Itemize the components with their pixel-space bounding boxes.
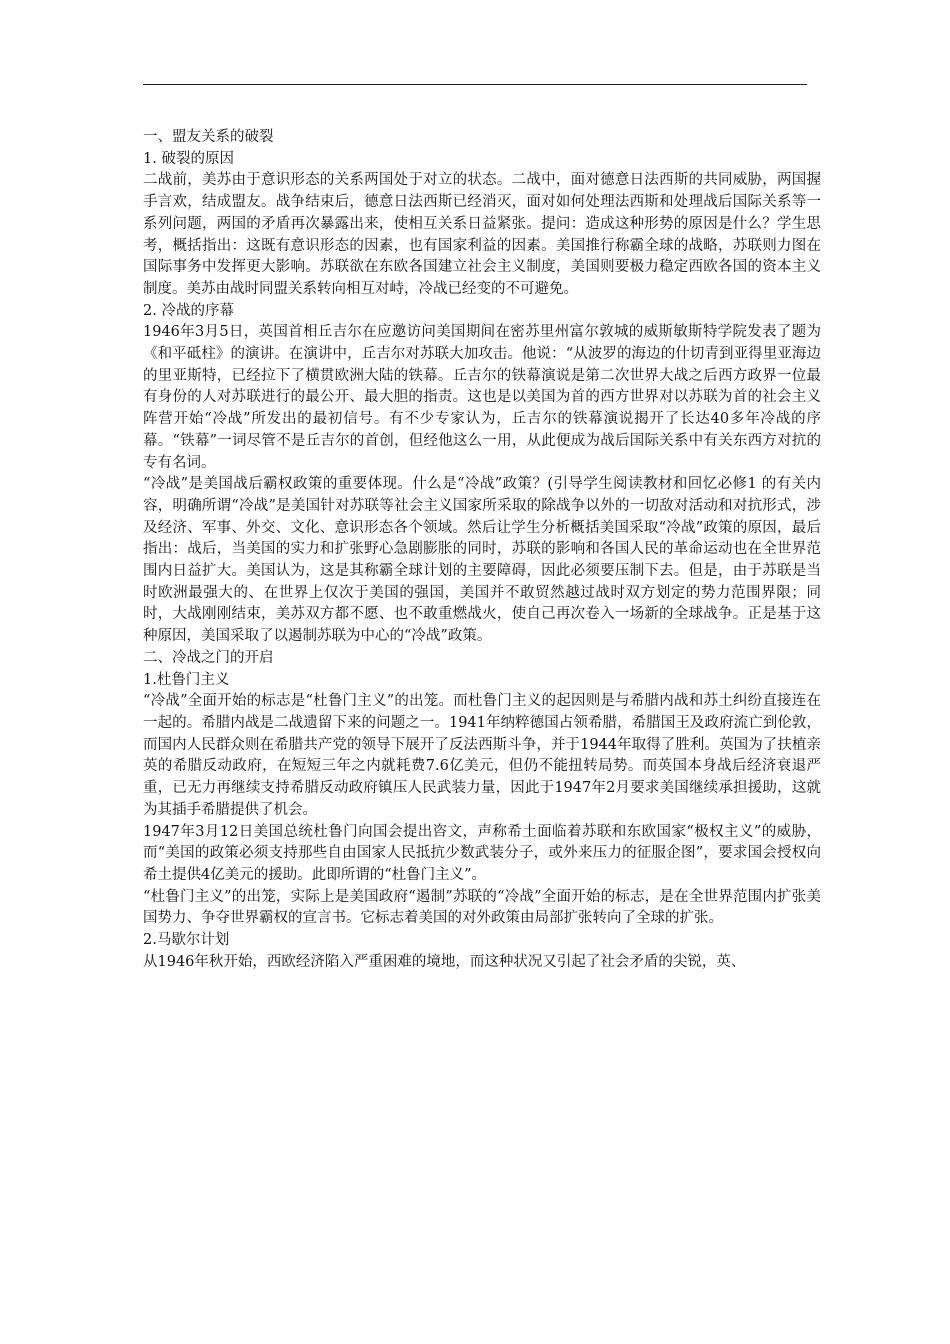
body-paragraph: “冷战”全面开始的标志是“杜鲁门主义”的出笼。而杜鲁门主义的起因则是与希腊内战和苏土纠纷直接连在一起的。希腊内战是二战遗留下来的问题之一。1941年纳粹德国占领希腊，希腊国王及政府流亡到伦敦，而国内人民群众则在希腊共产党的领导下展开了反法西斯斗争，并于1944年取得了胜利。英国为了扶植亲英的希腊反动政府，在短短三年之内就耗费7.6亿美元，但仍不能扭转局势。而英国本身战后经济衰退严重，已无力再继续支持希腊反动政府镇压人民武装力量，因此于1947年2月要求美国继续承担援助，这就为其插手希腊提供了机会。 — [143, 693, 821, 818]
body-paragraph: 1947年3月12日美国总统杜鲁门向国会提出咨文，声称希土面临着苏联和东欧国家“极权主义”的威胁，而“美国的政策必须支持那些自由国家人民抵抗少数武装分子，或外来压力的征服企图”，要求国会授权向希土提供4亿美元的援助。此即所谓的“杜鲁门主义”。 — [143, 823, 821, 883]
body-paragraph: “杜鲁门主义”的出笼，实际上是美国政府“遏制”苏联的“冷战”全面开始的标志，是在全世界范围内扩张美国势力、争夺世界霸权的宣言书。它标志着美国的对外政策由局部扩张转向了全球的扩张。 — [143, 888, 821, 927]
subsection-heading: 2. 冷战的序幕 — [143, 302, 234, 319]
header-rule — [143, 84, 807, 85]
body-paragraph: 二战前，美苏由于意识形态的关系两国处于对立的状态。二战中，面对德意日法西斯的共同威胁，两国握手言欢，结成盟友。战争结束后，德意日法西斯已经消灭，面对如何处理法西斯和处理战后国际关系等一系列问题，两国的矛盾再次暴露出来，使相互关系日益紧张。提问：造成这种形势的原因是什么？学生思考，概括指出：这既有意识形态的因素，也有国家利益的因素。美国推行称霸全球的战略，苏联则力图在国际事务中发挥更大影响。苏联欲在东欧各国建立社会主义制度，美国则要极力稳定西欧各国的资本主义制度。美苏由战时同盟关系转向相互对峙，冷战已经变的不可避免。 — [143, 172, 821, 297]
subsection-heading: 2.马歇尔计划 — [143, 932, 230, 949]
body-paragraph: “冷战”是美国战后霸权政策的重要体现。什么是“冷战”政策？(引导学生阅读教材和回忆必修1 的有关内容，明确所谓“冷战”是美国针对苏联等社会主义国家所采取的除战争以外的一切敌对活动和对抗形式，涉及经济、军事、外交、文化、意识形态各个领域。然后让学生分析概括美国采取“冷战”政策的原因，最后指出：战后，当美国的实力和扩张野心急剧膨胀的同时，苏联的影响和各国人民的革命运动也在全世界范围内日益扩大。美国认为，这是其称霸全球计划的主要障碍，因此必须要压制下去。但是，由于苏联是当时欧洲最强大的、在世界上仅次于美国的强国，美国并不敢贸然越过战时双方划定的势力范围界限；同时，大战刚刚结束，美苏双方都不愿、也不敢重燃战火，使自己再次卷入一场新的全球战争。正是基于这种原因，美国采取了以遏制苏联为中心的“冷战”政策。 — [143, 476, 821, 645]
body-paragraph: 从1946年秋开始，西欧经济陷入严重困难的境地，而这种状况又引起了社会矛盾的尖锐，英、 — [143, 953, 746, 970]
subsection-heading: 1.杜鲁门主义 — [143, 671, 230, 688]
section-heading: 二、冷战之门的开启 — [143, 649, 274, 666]
body-paragraph: 1946年3月5日，英国首相丘吉尔在应邀访问美国期间在密苏里州富尔敦城的威斯敏斯特学院发表了题为《和平砥柱》的演讲。在演讲中，丘吉尔对苏联大加攻击。他说：“从波罗的海边的什切青到亚得里亚海边的里亚斯特，已经拉下了横贯欧洲大陆的铁幕。丘吉尔的铁幕演说是第二次世界大战之后西方政界一位最有身份的人对苏联进行的最公开、最大胆的指责。这也是以美国为首的西方世界对以苏联为首的社会主义阵营开始“冷战”所发出的最初信号。有不少专家认为，丘吉尔的铁幕演说揭开了长达40多年冷战的序幕。“铁幕”一词尽管不是丘吉尔的首创，但经他这么一用，从此便成为战后国际关系中有关东西方对抗的专有名词。 — [143, 324, 821, 471]
section-heading: 一、盟友关系的破裂 — [143, 129, 274, 145]
document-body — [143, 127, 821, 973]
subsection-heading: 1. 破裂的原因 — [143, 150, 234, 167]
